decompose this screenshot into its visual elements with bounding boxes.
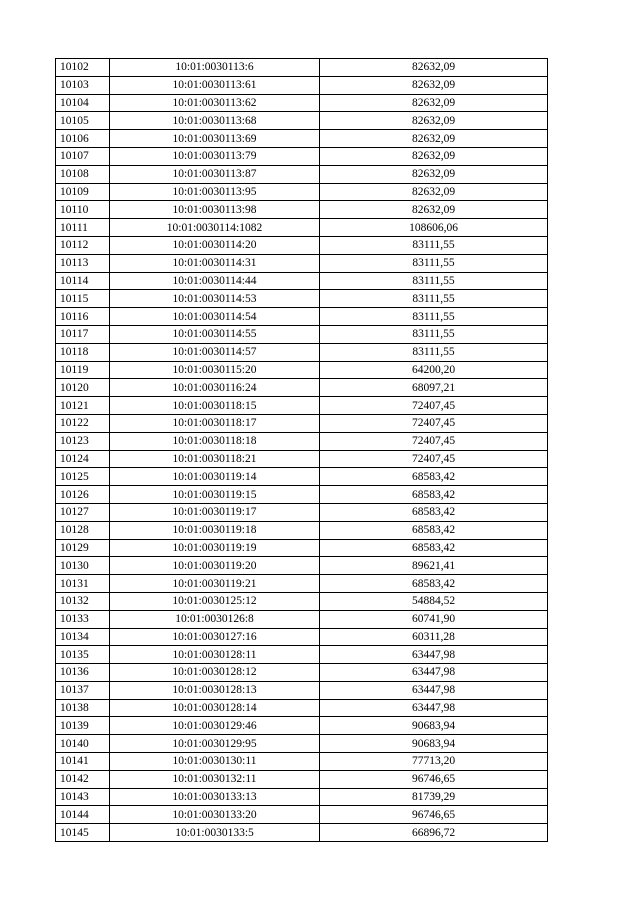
row-number-cell: 10127: [56, 503, 110, 521]
table-row: [56, 219, 548, 237]
table-row: [56, 592, 548, 610]
cadastral-value-cell: 82632,09: [320, 59, 548, 77]
cadastral-number-cell: 10:01:0030119:18: [110, 521, 320, 539]
table-row: [56, 788, 548, 806]
table-body: [56, 59, 548, 842]
cadastral-number-cell: 10:01:0030114:44: [110, 272, 320, 290]
cadastral-number-cell: 10:01:0030118:21: [110, 450, 320, 468]
cadastral-number-cell: 10:01:0030119:21: [110, 575, 320, 593]
cadastral-number-cell: 10:01:0030118:18: [110, 432, 320, 450]
table-row: [56, 59, 548, 77]
cadastral-number-cell: 10:01:0030114:53: [110, 290, 320, 308]
row-number-cell: 10130: [56, 557, 110, 575]
cadastral-number-cell: 10:01:0030132:11: [110, 770, 320, 788]
cadastral-value-cell: 63447,98: [320, 681, 548, 699]
table-row: [56, 361, 548, 379]
cadastral-value-cell: 90683,94: [320, 717, 548, 735]
cadastral-value-cell: 89621,41: [320, 557, 548, 575]
table-row: [56, 753, 548, 771]
cadastral-number-cell: 10:01:0030116:24: [110, 379, 320, 397]
cadastral-value-cell: 68583,42: [320, 486, 548, 504]
cadastral-value-cell: 63447,98: [320, 699, 548, 717]
table-row: [56, 735, 548, 753]
row-number-cell: 10114: [56, 272, 110, 290]
row-number-cell: 10119: [56, 361, 110, 379]
cadastral-number-cell: 10:01:0030127:16: [110, 628, 320, 646]
cadastral-value-cell: 83111,55: [320, 343, 548, 361]
cadastral-number-cell: 10:01:0030113:95: [110, 183, 320, 201]
row-number-cell: 10102: [56, 59, 110, 77]
row-number-cell: 10107: [56, 147, 110, 165]
table-row: [56, 147, 548, 165]
table-row: [56, 824, 548, 842]
cadastral-number-cell: 10:01:0030128:11: [110, 646, 320, 664]
row-number-cell: 10135: [56, 646, 110, 664]
table-row: [56, 236, 548, 254]
row-number-cell: 10131: [56, 575, 110, 593]
row-number-cell: 10136: [56, 664, 110, 682]
table-row: [56, 681, 548, 699]
cadastral-number-cell: 10:01:0030119:17: [110, 503, 320, 521]
cadastral-value-cell: 83111,55: [320, 308, 548, 326]
table-row: [56, 130, 548, 148]
cadastral-value-cell: 54884,52: [320, 592, 548, 610]
row-number-cell: 10106: [56, 130, 110, 148]
table-row: [56, 290, 548, 308]
cadastral-number-cell: 10:01:0030113:62: [110, 94, 320, 112]
cadastral-value-cell: 72407,45: [320, 414, 548, 432]
row-number-cell: 10133: [56, 610, 110, 628]
cadastral-value-cell: 82632,09: [320, 147, 548, 165]
cadastral-number-cell: 10:01:0030113:87: [110, 165, 320, 183]
table-row: [56, 628, 548, 646]
cadastral-number-cell: 10:01:0030113:6: [110, 59, 320, 77]
cadastral-value-cell: 83111,55: [320, 325, 548, 343]
table-row: [56, 343, 548, 361]
cadastral-value-cell: 82632,09: [320, 201, 548, 219]
table-row: [56, 770, 548, 788]
cadastral-value-cell: 82632,09: [320, 130, 548, 148]
table-row: [56, 646, 548, 664]
cadastral-value-cell: 63447,98: [320, 646, 548, 664]
row-number-cell: 10121: [56, 397, 110, 415]
row-number-cell: 10137: [56, 681, 110, 699]
cadastral-number-cell: 10:01:0030113:98: [110, 201, 320, 219]
row-number-cell: 10111: [56, 219, 110, 237]
table-row: [56, 575, 548, 593]
cadastral-number-cell: 10:01:0030133:20: [110, 806, 320, 824]
cadastral-value-cell: 68583,42: [320, 539, 548, 557]
row-number-cell: 10126: [56, 486, 110, 504]
table-row: [56, 664, 548, 682]
cadastral-value-cell: 72407,45: [320, 450, 548, 468]
row-number-cell: 10103: [56, 76, 110, 94]
row-number-cell: 10123: [56, 432, 110, 450]
table-row: [56, 272, 548, 290]
row-number-cell: 10128: [56, 521, 110, 539]
cadastral-number-cell: 10:01:0030114:55: [110, 325, 320, 343]
cadastral-value-cell: 83111,55: [320, 272, 548, 290]
cadastral-number-cell: 10:01:0030129:46: [110, 717, 320, 735]
cadastral-value-cell: 72407,45: [320, 397, 548, 415]
table-row: [56, 521, 548, 539]
cadastral-number-cell: 10:01:0030128:13: [110, 681, 320, 699]
table-row: [56, 699, 548, 717]
row-number-cell: 10140: [56, 735, 110, 753]
cadastral-value-cell: 82632,09: [320, 183, 548, 201]
cadastral-number-cell: 10:01:0030119:14: [110, 468, 320, 486]
cadastral-number-cell: 10:01:0030114:31: [110, 254, 320, 272]
row-number-cell: 10138: [56, 699, 110, 717]
row-number-cell: 10108: [56, 165, 110, 183]
table-row: [56, 486, 548, 504]
cadastral-value-cell: 83111,55: [320, 290, 548, 308]
row-number-cell: 10120: [56, 379, 110, 397]
row-number-cell: 10129: [56, 539, 110, 557]
cadastral-number-cell: 10:01:0030129:95: [110, 735, 320, 753]
cadastral-number-cell: 10:01:0030114:1082: [110, 219, 320, 237]
table-row: [56, 379, 548, 397]
cadastral-value-cell: 64200,20: [320, 361, 548, 379]
table-row: [56, 325, 548, 343]
row-number-cell: 10141: [56, 753, 110, 771]
row-number-cell: 10142: [56, 770, 110, 788]
table-row: [56, 76, 548, 94]
table-row: [56, 308, 548, 326]
row-number-cell: 10144: [56, 806, 110, 824]
cadastral-value-cell: 68583,42: [320, 575, 548, 593]
row-number-cell: 10132: [56, 592, 110, 610]
cadastral-number-cell: 10:01:0030113:61: [110, 76, 320, 94]
table-row: [56, 165, 548, 183]
row-number-cell: 10125: [56, 468, 110, 486]
cadastral-value-cell: 60741,90: [320, 610, 548, 628]
cadastral-number-cell: 10:01:0030114:57: [110, 343, 320, 361]
cadastral-number-cell: 10:01:0030115:20: [110, 361, 320, 379]
row-number-cell: 10117: [56, 325, 110, 343]
row-number-cell: 10145: [56, 824, 110, 842]
cadastral-number-cell: 10:01:0030113:69: [110, 130, 320, 148]
cadastral-value-cell: 68583,42: [320, 468, 548, 486]
table-row: [56, 112, 548, 130]
cadastral-number-cell: 10:01:0030126:8: [110, 610, 320, 628]
row-number-cell: 10143: [56, 788, 110, 806]
table-row: [56, 468, 548, 486]
row-number-cell: 10118: [56, 343, 110, 361]
cadastral-number-cell: 10:01:0030118:15: [110, 397, 320, 415]
table-row: [56, 503, 548, 521]
cadastral-value-cell: 63447,98: [320, 664, 548, 682]
cadastral-value-cell: 72407,45: [320, 432, 548, 450]
row-number-cell: 10104: [56, 94, 110, 112]
cadastral-number-cell: 10:01:0030113:79: [110, 147, 320, 165]
table-row: [56, 610, 548, 628]
cadastral-value-cell: 68583,42: [320, 521, 548, 539]
table-row: [56, 183, 548, 201]
cadastral-value-cell: 96746,65: [320, 770, 548, 788]
row-number-cell: 10109: [56, 183, 110, 201]
cadastral-value-cell: 108606,06: [320, 219, 548, 237]
row-number-cell: 10110: [56, 201, 110, 219]
cadastral-number-cell: 10:01:0030125:12: [110, 592, 320, 610]
cadastral-value-cell: 68583,42: [320, 503, 548, 521]
row-number-cell: 10115: [56, 290, 110, 308]
cadastral-number-cell: 10:01:0030119:15: [110, 486, 320, 504]
cadastral-number-cell: 10:01:0030119:19: [110, 539, 320, 557]
cadastral-value-cell: 68097,21: [320, 379, 548, 397]
row-number-cell: 10134: [56, 628, 110, 646]
cadastral-value-cell: 82632,09: [320, 165, 548, 183]
table-row: [56, 414, 548, 432]
cadastral-number-cell: 10:01:0030114:20: [110, 236, 320, 254]
table-row: [56, 450, 548, 468]
row-number-cell: 10139: [56, 717, 110, 735]
table-row: [56, 397, 548, 415]
cadastral-value-cell: 83111,55: [320, 254, 548, 272]
table-row: [56, 201, 548, 219]
cadastral-number-cell: 10:01:0030113:68: [110, 112, 320, 130]
table-row: [56, 539, 548, 557]
table-row: [56, 432, 548, 450]
cadastral-value-cell: 96746,65: [320, 806, 548, 824]
row-number-cell: 10122: [56, 414, 110, 432]
cadastral-value-cell: 60311,28: [320, 628, 548, 646]
cadastral-value-table: [55, 58, 548, 842]
cadastral-number-cell: 10:01:0030130:11: [110, 753, 320, 771]
cadastral-value-cell: 82632,09: [320, 76, 548, 94]
row-number-cell: 10105: [56, 112, 110, 130]
row-number-cell: 10124: [56, 450, 110, 468]
cadastral-value-cell: 81739,29: [320, 788, 548, 806]
table-row: [56, 717, 548, 735]
cadastral-number-cell: 10:01:0030119:20: [110, 557, 320, 575]
cadastral-value-cell: 82632,09: [320, 94, 548, 112]
cadastral-value-cell: 90683,94: [320, 735, 548, 753]
cadastral-number-cell: 10:01:0030128:12: [110, 664, 320, 682]
table-row: [56, 806, 548, 824]
cadastral-number-cell: 10:01:0030128:14: [110, 699, 320, 717]
cadastral-number-cell: 10:01:0030118:17: [110, 414, 320, 432]
row-number-cell: 10113: [56, 254, 110, 272]
cadastral-value-cell: 77713,20: [320, 753, 548, 771]
table-row: [56, 557, 548, 575]
cadastral-number-cell: 10:01:0030133:5: [110, 824, 320, 842]
cadastral-number-cell: 10:01:0030133:13: [110, 788, 320, 806]
row-number-cell: 10112: [56, 236, 110, 254]
cadastral-value-cell: 83111,55: [320, 236, 548, 254]
row-number-cell: 10116: [56, 308, 110, 326]
table-row: [56, 94, 548, 112]
cadastral-value-cell: 66896,72: [320, 824, 548, 842]
cadastral-number-cell: 10:01:0030114:54: [110, 308, 320, 326]
table-row: [56, 254, 548, 272]
cadastral-value-cell: 82632,09: [320, 112, 548, 130]
